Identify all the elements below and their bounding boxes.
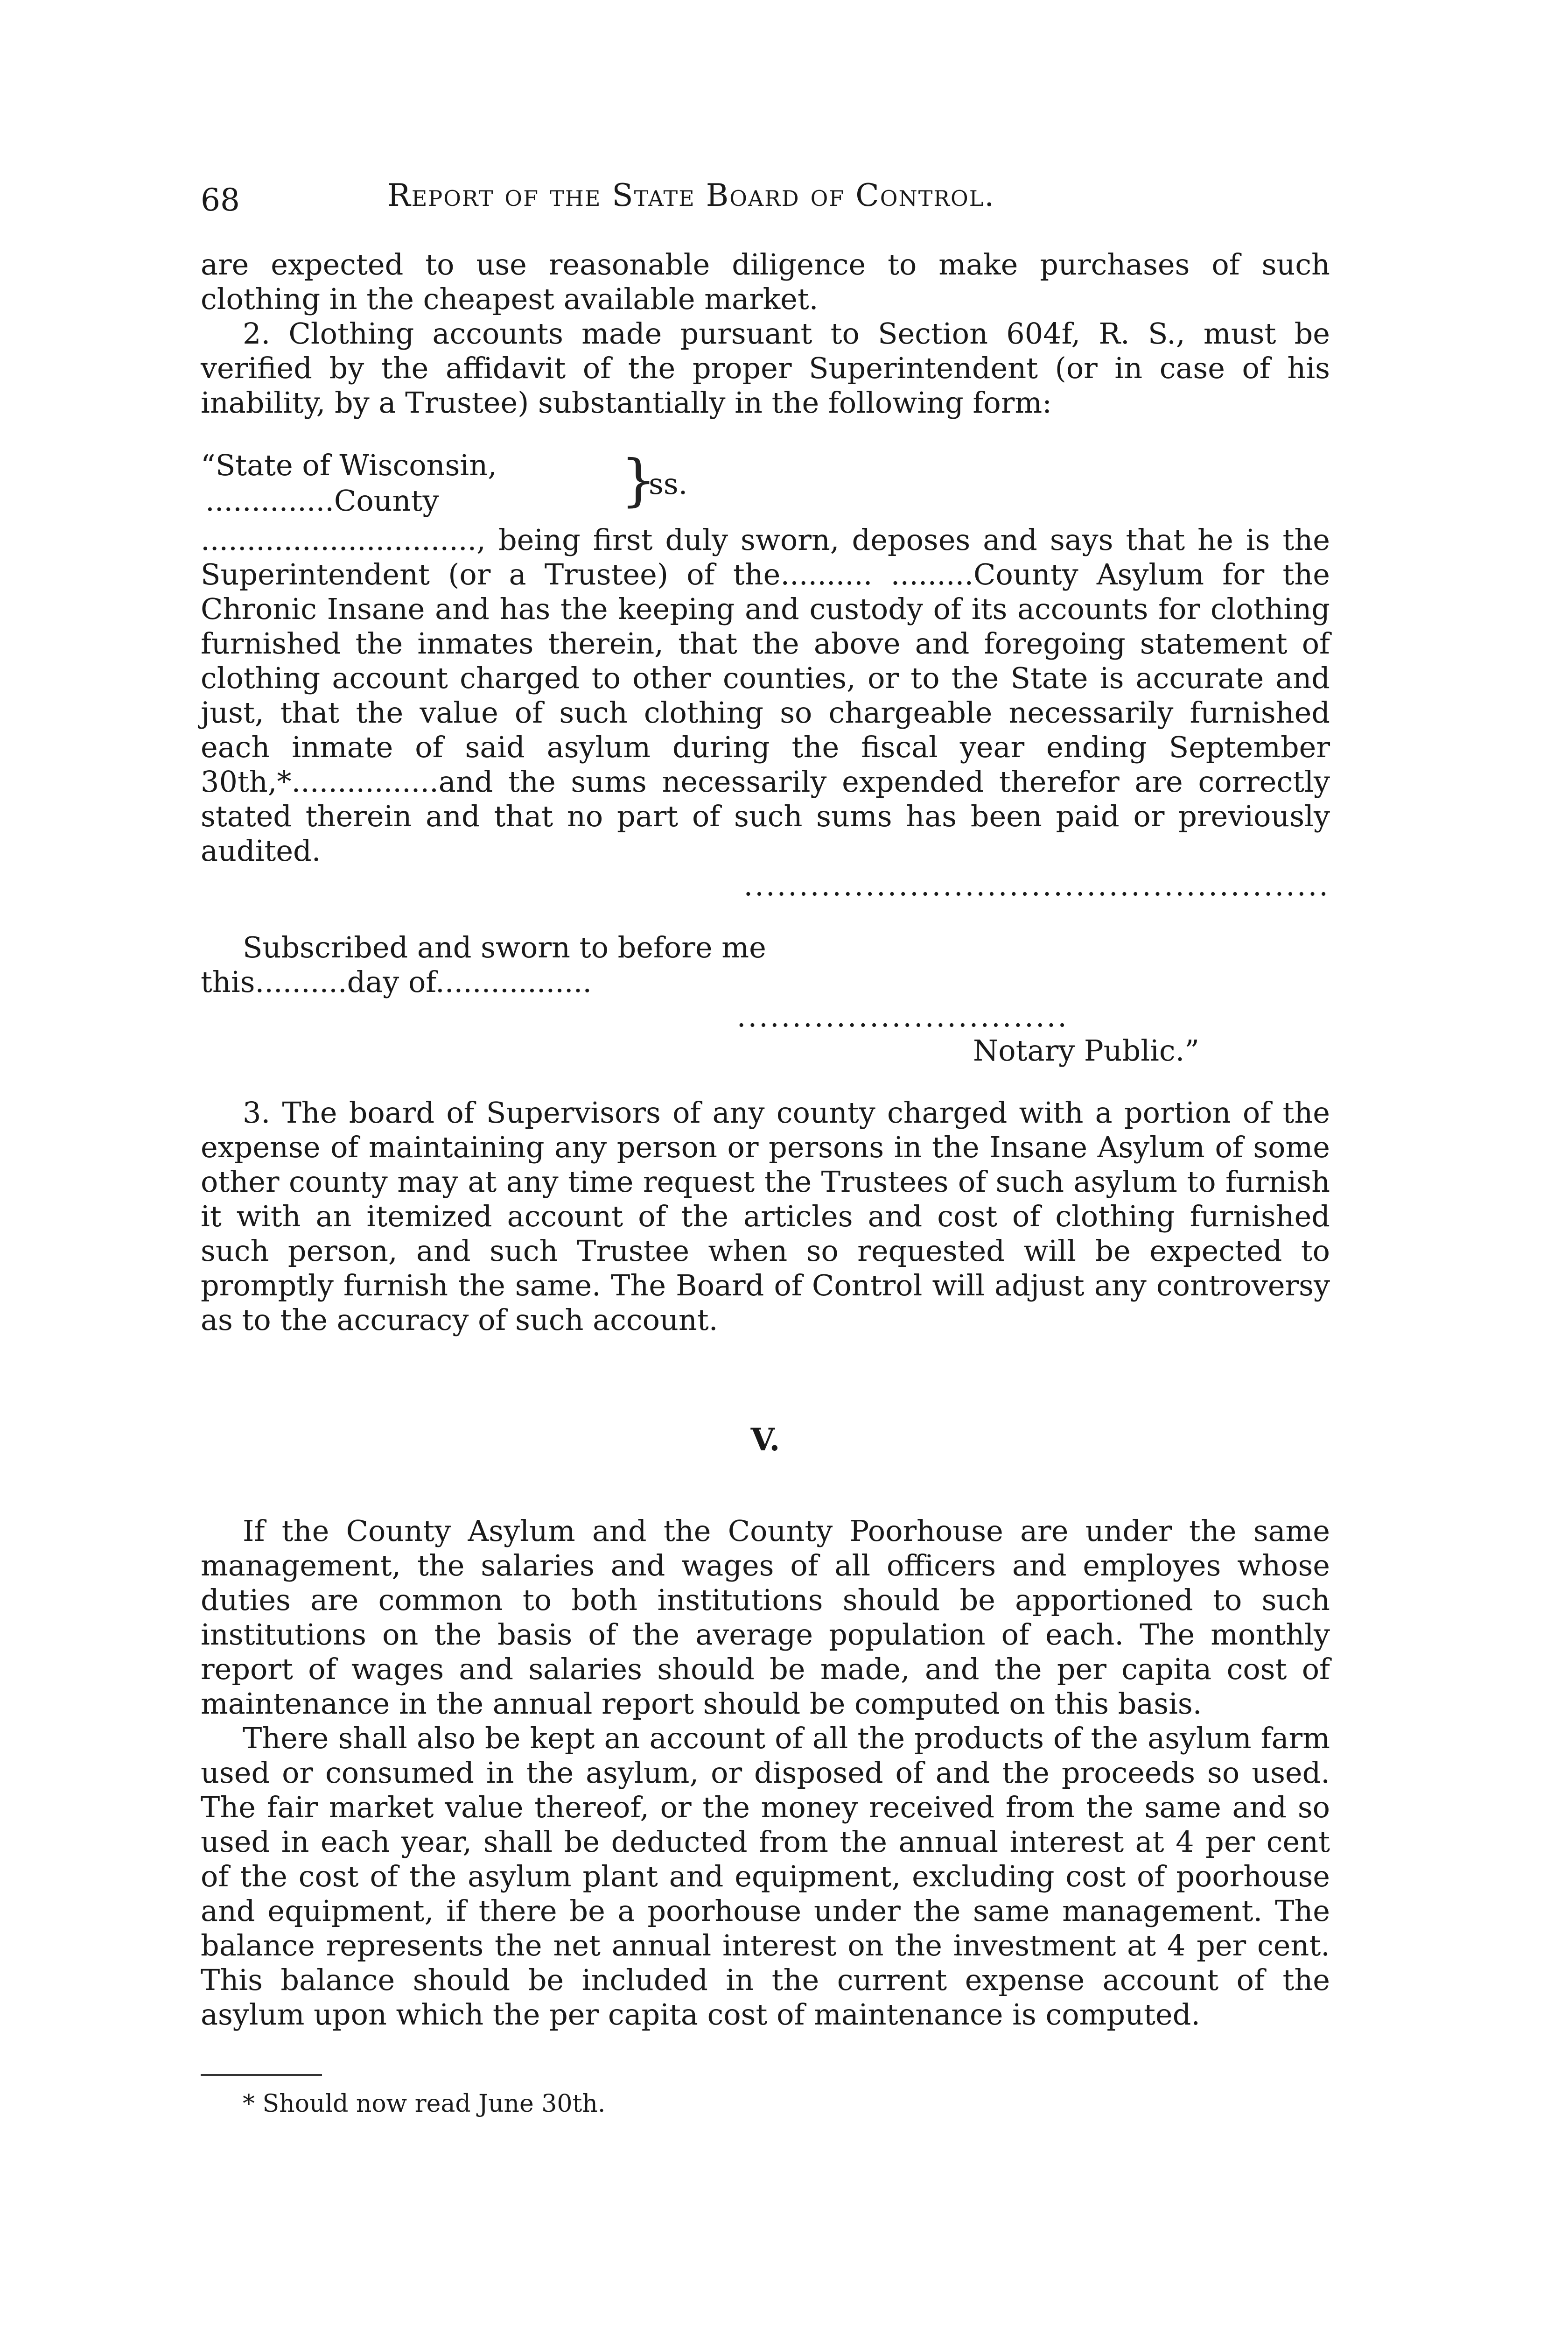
affidavit-text: .............................., being first duly sworn, deposes and says that he is the Superintendent (or a Trustee) of the.......... .........County Asylum for the Chronic Insane and has the keeping and custody of its accounts for clothing furnished the inmates therein, that the above and foregoing statement of clothing account charged to other counties, or to the State is accurate and just, that the value of such clothing so chargeable necessarily furnished each inmate of said asylum during the fiscal year ending September 30th,*................and the sums necessarily expended therefor are correctly stated therein and that no part of such sums has been paid or previously audited.: [201, 523, 1330, 868]
subscribed-line: Subscribed and sworn to before me: [243, 930, 766, 964]
brace-icon: }: [621, 448, 657, 513]
date-line: this..........day of.................: [201, 965, 592, 999]
running-head: Report of the State Board of Control.: [387, 177, 995, 213]
section-heading: V.: [750, 1421, 780, 1458]
page-content: [201, 177, 1330, 2118]
paragraph-2: 2. Clothing accounts made pursuant to Section 604f, R. S., must be verified by the affidavit of the proper Superintendent (or in case of his inability, by a Trustee) substantially in the following form:: [201, 316, 1330, 420]
venue-ss: ss.: [649, 467, 688, 501]
footnote: * Should now read June 30th.: [243, 2090, 606, 2118]
footnote-rule: [201, 2074, 322, 2076]
signature-line: .....................................................: [743, 868, 1330, 902]
section-v-paragraph-1: If the County Asylum and the County Poorhouse are under the same management, the salaries and wages of all officers and employes whose duties are common to both institutions should be apportioned to such institutions on the basis of the average population of each. The monthly report of wages and salaries should be made, and the per capita cost of maintenance in the annual report should be computed on this basis.: [201, 1514, 1330, 1721]
page-number: 68: [201, 182, 240, 218]
paragraph-continuation: are expected to use reasonable diligence to make purchases of such clothing in the cheapest available market.: [201, 247, 1330, 316]
affidavit-venue: [201, 448, 1330, 523]
section-v-paragraph-2: There shall also be kept an account of all the products of the asylum farm used or consumed in the asylum, or disposed of and the proceeds so used. The fair market value thereof, or the money received from the same and so used in each year, shall be deducted from the annual interest at 4 per cent of the cost of the asylum plant and equipment, excluding cost of poorhouse and equipment, if there be a poorhouse under the same management. The balance represents the net annual interest on the investment at 4 per cent. This balance should be included in the current expense account of the asylum upon which the per capita cost of maintenance is computed.: [201, 1721, 1330, 2032]
page-header: [201, 177, 1330, 219]
notary-label: Notary Public.”: [973, 1033, 1199, 1068]
notary-signature-line: ..............................: [736, 999, 1069, 1033]
paragraph-3: 3. The board of Supervisors of any county charged with a portion of the expense of maintaining any person or persons in the Insane Asylum of some other county may at any time request the Trustees of such asylum to furnish it with an itemized account of the articles and cost of clothing furnished such person, and such Trustee when so requested will be expected to promptly furnish the same. The Board of Control will adjust any controversy as to the accuracy of such account.: [201, 1096, 1330, 1337]
venue-county: ..............County: [205, 484, 439, 518]
venue-state: “State of Wisconsin,: [201, 448, 497, 482]
